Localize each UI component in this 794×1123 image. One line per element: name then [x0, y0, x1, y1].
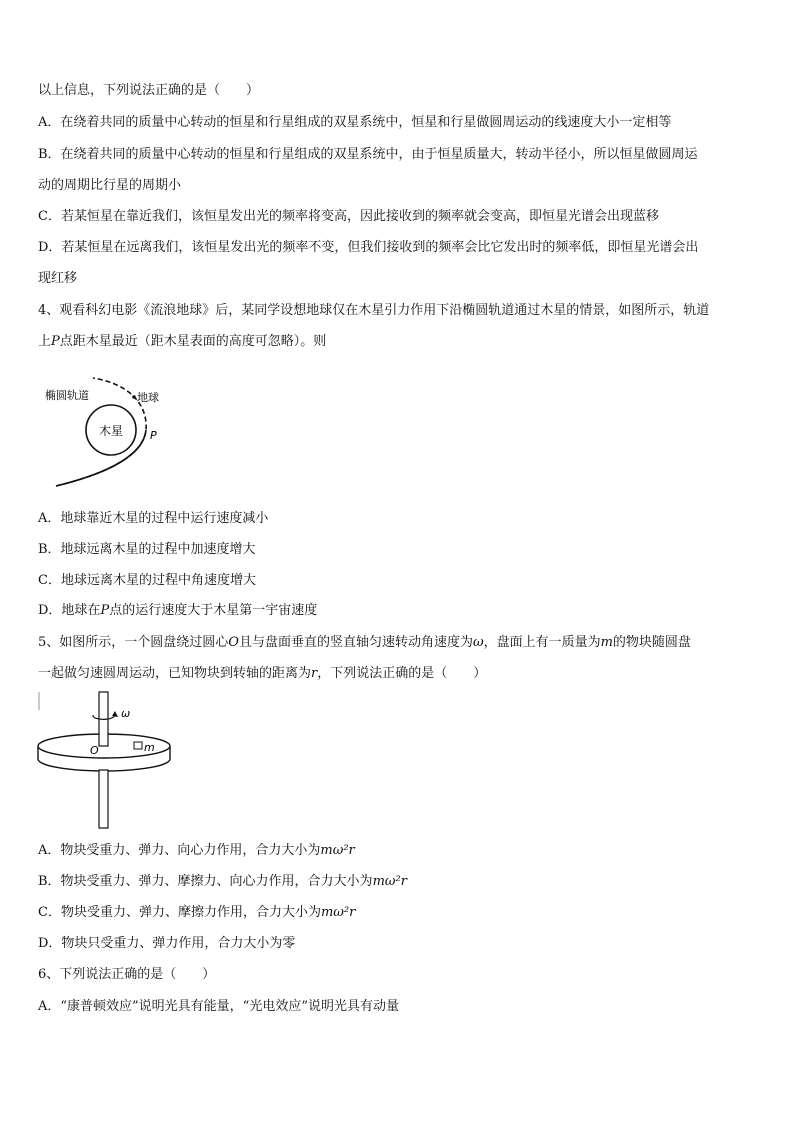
arrow-head — [112, 711, 118, 717]
question-6-stem: 6、下列说法正确的是（ ） — [38, 967, 216, 982]
q5-text: 的物块随圆盘 — [612, 635, 691, 650]
point-p: P — [100, 603, 110, 618]
q5-text: 5、如图所示，一个圆盘绕过圆心 — [38, 635, 229, 650]
q4-d-text: 点的运行速度大于木星第一宇宙速度 — [109, 603, 318, 618]
symbol-r: r — [311, 666, 318, 681]
disc-figure — [36, 690, 178, 830]
q5-text: ，盘面上有一质量为 — [483, 635, 601, 650]
formula: mω²r — [320, 843, 355, 858]
q5-text: ，下列说法正确的是（ ） — [317, 666, 487, 681]
q4-text: 点距木星最近（距木星表面的高度可忽略）。则 — [59, 334, 327, 349]
option-a: A．在绕着共同的质量中心转动的恒星和行星组成的双星系统中，恒星和行星做圆周运动的线速度大小一定相等 — [38, 115, 672, 130]
m-label: m — [144, 741, 155, 754]
option-d: D．若某恒星在远离我们，该恒星发出光的频率不变，但我们接收到的频率会比它发出时的频率低，即恒星光谱会出 — [38, 240, 699, 255]
q4-option-c: C．地球远离木星的过程中角速度增大 — [38, 573, 256, 588]
q5-option-a — [38, 842, 758, 860]
option-c: C．若某恒星在靠近我们，该恒星发出光的频率将变高，因此接收到的频率就会变高，即恒星光谱会出现蓝移 — [38, 209, 659, 224]
axle-bottom — [99, 770, 108, 828]
question-4-stem-cont — [38, 333, 758, 351]
symbol-o: O — [228, 635, 239, 650]
symbol-omega: ω — [472, 635, 484, 650]
p-label: P — [150, 429, 157, 442]
earth-dot — [132, 395, 136, 399]
q4-option-b: B．地球远离木星的过程中加速度增大 — [38, 542, 256, 557]
text-line: 以上信息，下列说法正确的是（ ） — [38, 83, 260, 98]
block — [134, 742, 142, 749]
question-5-stem — [38, 634, 758, 652]
q5-option-b — [38, 873, 758, 891]
formula: mω²r — [320, 905, 356, 920]
question-5-stem-cont — [38, 665, 758, 683]
orbit-label: 椭圆轨道 — [45, 389, 89, 402]
point-p: P — [51, 334, 60, 349]
q5-c-text: C．物块受重力、弹力、摩擦力作用，合力大小为 — [38, 905, 321, 920]
q5-text: 且与盘面垂直的竖直轴匀速转动角速度为 — [238, 635, 473, 650]
omega-label: ω — [121, 707, 131, 720]
o-label: O — [90, 744, 99, 757]
option-b: B．在绕着共同的质量中心转动的恒星和行星组成的双星系统中，由于恒星质量大，转动半径小，所以恒星做圆周运 — [38, 147, 698, 162]
q5-option-c — [38, 904, 758, 922]
q6-option-a: A．“康普顿效应”说明光具有能量，“光电效应”说明光具有动量 — [38, 999, 399, 1014]
orbit-figure — [38, 375, 178, 490]
jupiter-label: 木星 — [99, 424, 124, 438]
q5-text: 一起做匀速圆周运动，已知物块到转轴的距离为 — [38, 666, 312, 681]
q4-option-d — [38, 602, 758, 620]
formula: mω²r — [372, 874, 407, 889]
q4-text: 上 — [38, 334, 52, 349]
option-d-cont: 现红移 — [38, 271, 78, 286]
orbit-solid — [56, 430, 146, 486]
q4-d-text: D．地球在 — [38, 603, 101, 618]
option-b-cont: 动的周期比行星的周期小 — [38, 178, 182, 193]
q4-option-a: A．地球靠近木星的过程中运行速度减小 — [38, 511, 269, 526]
question-4-stem: 4、观看科幻电影《流浪地球》后，某同学设想地球仅在木星引力作用下沿椭圆轨道通过木星的情景，如图所示，轨道 — [38, 303, 710, 318]
q5-option-d: D．物块只受重力、弹力作用，合力大小为零 — [38, 936, 296, 951]
earth-label: 地球 — [137, 391, 159, 404]
q5-b-text: B．物块受重力、弹力、摩擦力、向心力作用，合力大小为 — [38, 874, 373, 889]
symbol-m: m — [600, 635, 613, 650]
q5-a-text: A．物块受重力、弹力、向心力作用，合力大小为 — [38, 843, 321, 858]
